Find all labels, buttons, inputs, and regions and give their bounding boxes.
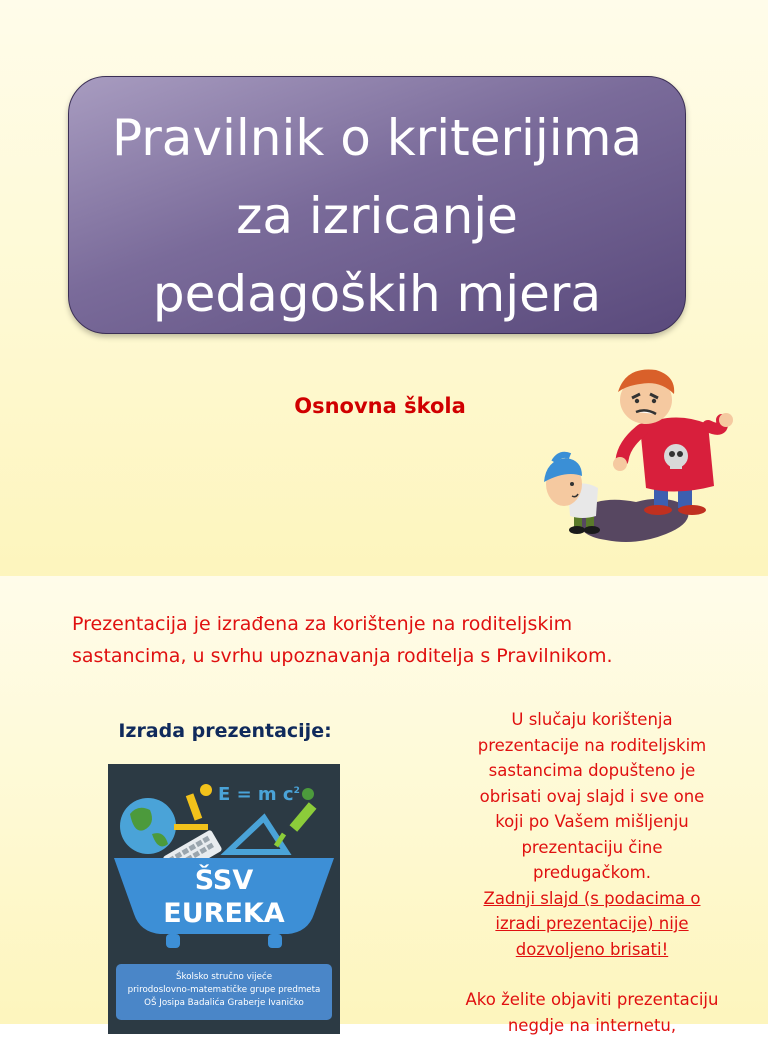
slide-info: [0, 576, 768, 1024]
intro-text: [72, 608, 712, 672]
logo-caption: Školsko stručno vijeće prirodoslovno-matematičke grupe predmeta OŠ Josipa Badalića Graberje Ivaničko: [116, 964, 332, 1020]
ssv-eureka-logo: [108, 764, 340, 1034]
logo-wordmark: ŠSV EUREKA: [108, 864, 340, 930]
note-line: prezentacije na roditeljskim: [452, 733, 732, 759]
author-heading: Izrada prezentacije:: [100, 720, 350, 742]
note-warning-line: izradi prezentacije) nije: [452, 911, 732, 937]
triangle-ruler-icon: [228, 818, 286, 852]
note-line: obrisati ovaj slajd i sve one: [452, 784, 732, 810]
note-warning-line: Zadnji slajd (s podacima o: [452, 886, 732, 912]
intro-line: sastancima, u svrhu upoznavanja roditelja s Pravilnikom.: [72, 640, 712, 672]
intro-line: Prezentacija je izrađena za korištenje na roditeljskim: [72, 608, 712, 640]
note-line: Ako želite objaviti prezentaciju: [452, 987, 732, 1013]
title-line: pedagoških mjera: [69, 255, 685, 333]
note-line: negdje na internetu,: [452, 1013, 732, 1038]
note-line: U slučaju korištenja: [452, 707, 732, 733]
note-line: predugačkom.: [452, 860, 732, 886]
note-line: sastancima dopušteno je: [452, 758, 732, 784]
formula-text: E = m $c^2$: [218, 784, 300, 805]
title-box: [68, 76, 686, 334]
note-warning-line: dozvoljeno brisati!: [452, 937, 732, 963]
title-line: za izricanje: [69, 177, 685, 255]
title-line: Pravilnik o kriterijima: [69, 99, 685, 177]
note-line: prezentaciju čine: [452, 835, 732, 861]
bully-cartoon-illustration: [536, 364, 756, 552]
microscope-icon: [174, 784, 212, 830]
slide-title-text: [69, 99, 685, 333]
subtitle: Osnovna škola: [260, 394, 500, 418]
note-line: koji po Vašem mišljenju: [452, 809, 732, 835]
usage-note: [452, 707, 732, 1038]
